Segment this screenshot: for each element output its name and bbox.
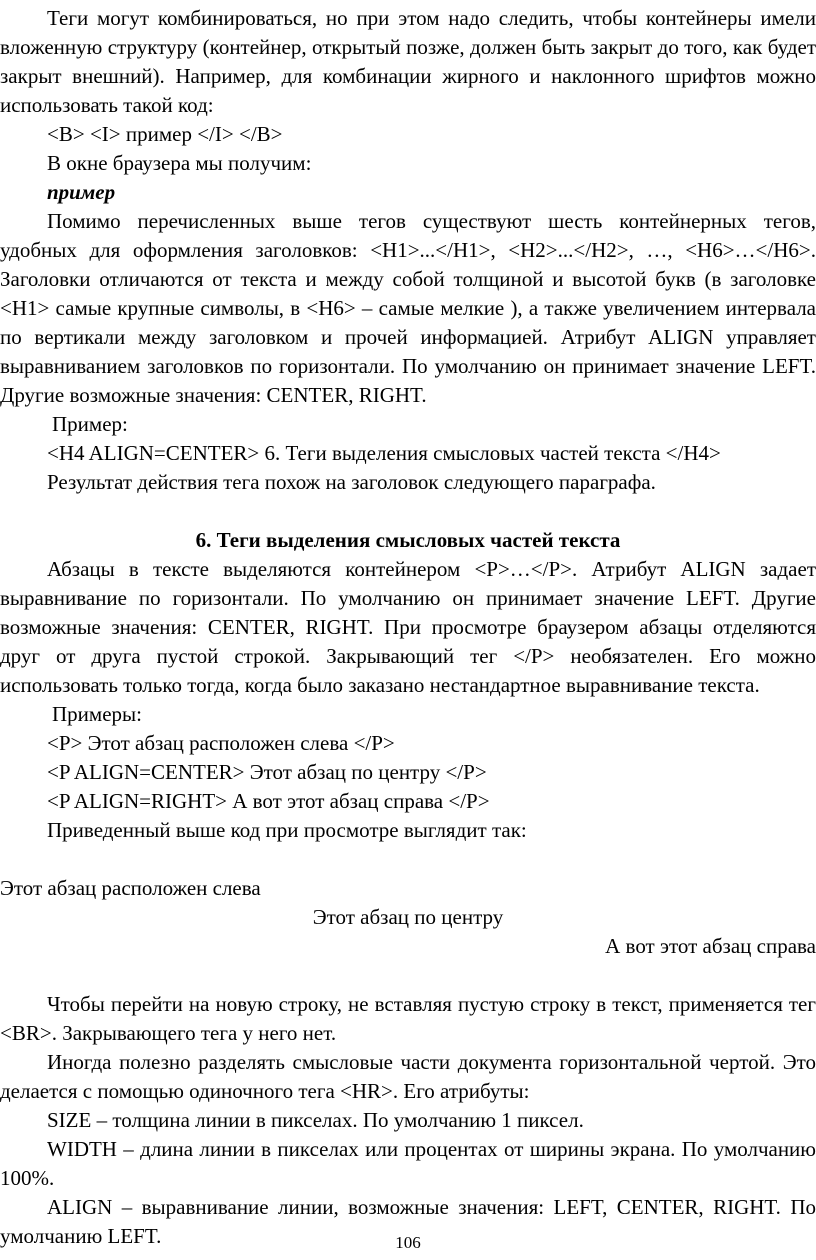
paragraph-hr-size: SIZE – толщина линии в пикселах. По умолчанию 1 пиксел.	[47, 1108, 584, 1132]
code-example-center: <P ALIGN=CENTER> Этот абзац по центру </P>	[47, 760, 487, 784]
paragraph-p-tag: Абзацы в тексте выделяются контейнером <P>…</P>. Атрибут ALIGN задает выравнивание по горизонтали. По умолчанию он принимает значение LEFT. Другие возможные значения: CENTER, RIGHT. При просмотре браузером абзацы отделяются друг от друга пустой строкой. Закрывающий тег </P> необязателен. Его можно использовать только тогда, когда было заказано нестандартное выравнивание текста.	[0, 557, 816, 697]
demo-paragraph-left: Этот абзац расположен слева	[0, 876, 261, 900]
paragraph-hr-tag: Иногда полезно разделять смысловые части документа горизонтальной чертой. Это делается с помощью одиночного тега <HR>. Его атрибуты:	[0, 1050, 816, 1103]
code-example-bold-italic: <B> <I> пример </I> </B>	[47, 122, 283, 146]
paragraph-br-tag: Чтобы перейти на новую строку, не вставляя пустую строку в текст, применяется тег <BR>. Закрывающего тега у него нет.	[0, 992, 816, 1045]
examples-label: Примеры:	[52, 702, 142, 726]
paragraph-code-view: Приведенный выше код при просмотре выглядит так:	[47, 818, 527, 842]
spacer	[0, 497, 816, 526]
paragraph-hr-align: ALIGN – выравнивание линии, возможные значения: LEFT, CENTER, RIGHT. По умолчанию LEFT.	[0, 1195, 816, 1248]
demo-paragraph-right: А вот этот абзац справа	[605, 934, 816, 958]
paragraph-hr-width: WIDTH – длина линии в пикселах или процентах от ширины экрана. По умолчанию 100%.	[0, 1137, 816, 1190]
example-label: Пример:	[52, 412, 128, 436]
page-number: 106	[395, 1233, 421, 1252]
paragraph-browser-result: В окне браузера мы получим:	[47, 151, 312, 175]
paragraph-h4-result: Результат действия тега похож на заголовок следующего параграфа.	[47, 470, 656, 494]
section-heading: 6. Теги выделения смысловых частей текста	[195, 528, 621, 552]
paragraph-heading-tags: Помимо перечисленных выше тегов существуют шесть контейнерных тегов, удобных для оформления заголовков: <H1>...</H1>, <H2>...</H2>, …, <H6>…</H6>. Заголовки отличаются от текста и между собой толщиной и высотой букв (в заголовке <H1> самые крупные символы, в <H6> – самые мелкие ), а также увеличением интервала по вертикали между заголовком и прочей информацией. Атрибут ALIGN управляет выравниванием заголовков по горизонтали. По умолчанию он принимает значение LEFT. Другие возможные значения: CENTER, RIGHT.	[0, 209, 816, 407]
code-example-left: <P> Этот абзац расположен слева </P>	[47, 731, 395, 755]
code-example-right: <P ALIGN=RIGHT> А вот этот абзац справа </P>	[47, 789, 490, 813]
paragraph-tag-nesting: Теги могут комбинироваться, но при этом надо следить, чтобы контейнеры имели вложенную структуру (контейнер, открытый позже, должен быть закрыт до того, как будет закрыт внешний). Например, для комбинации жирного и наклонного шрифтов можно использовать такой код:	[0, 6, 816, 117]
spacer	[0, 845, 816, 874]
example-bold-italic-text: пример	[47, 180, 116, 204]
spacer	[0, 961, 816, 990]
document-page	[0, 4, 816, 1251]
demo-paragraph-center: Этот абзац по центру	[312, 905, 504, 929]
code-example-h4: <H4 ALIGN=CENTER> 6. Теги выделения смысловых частей текста </H4>	[47, 441, 721, 465]
